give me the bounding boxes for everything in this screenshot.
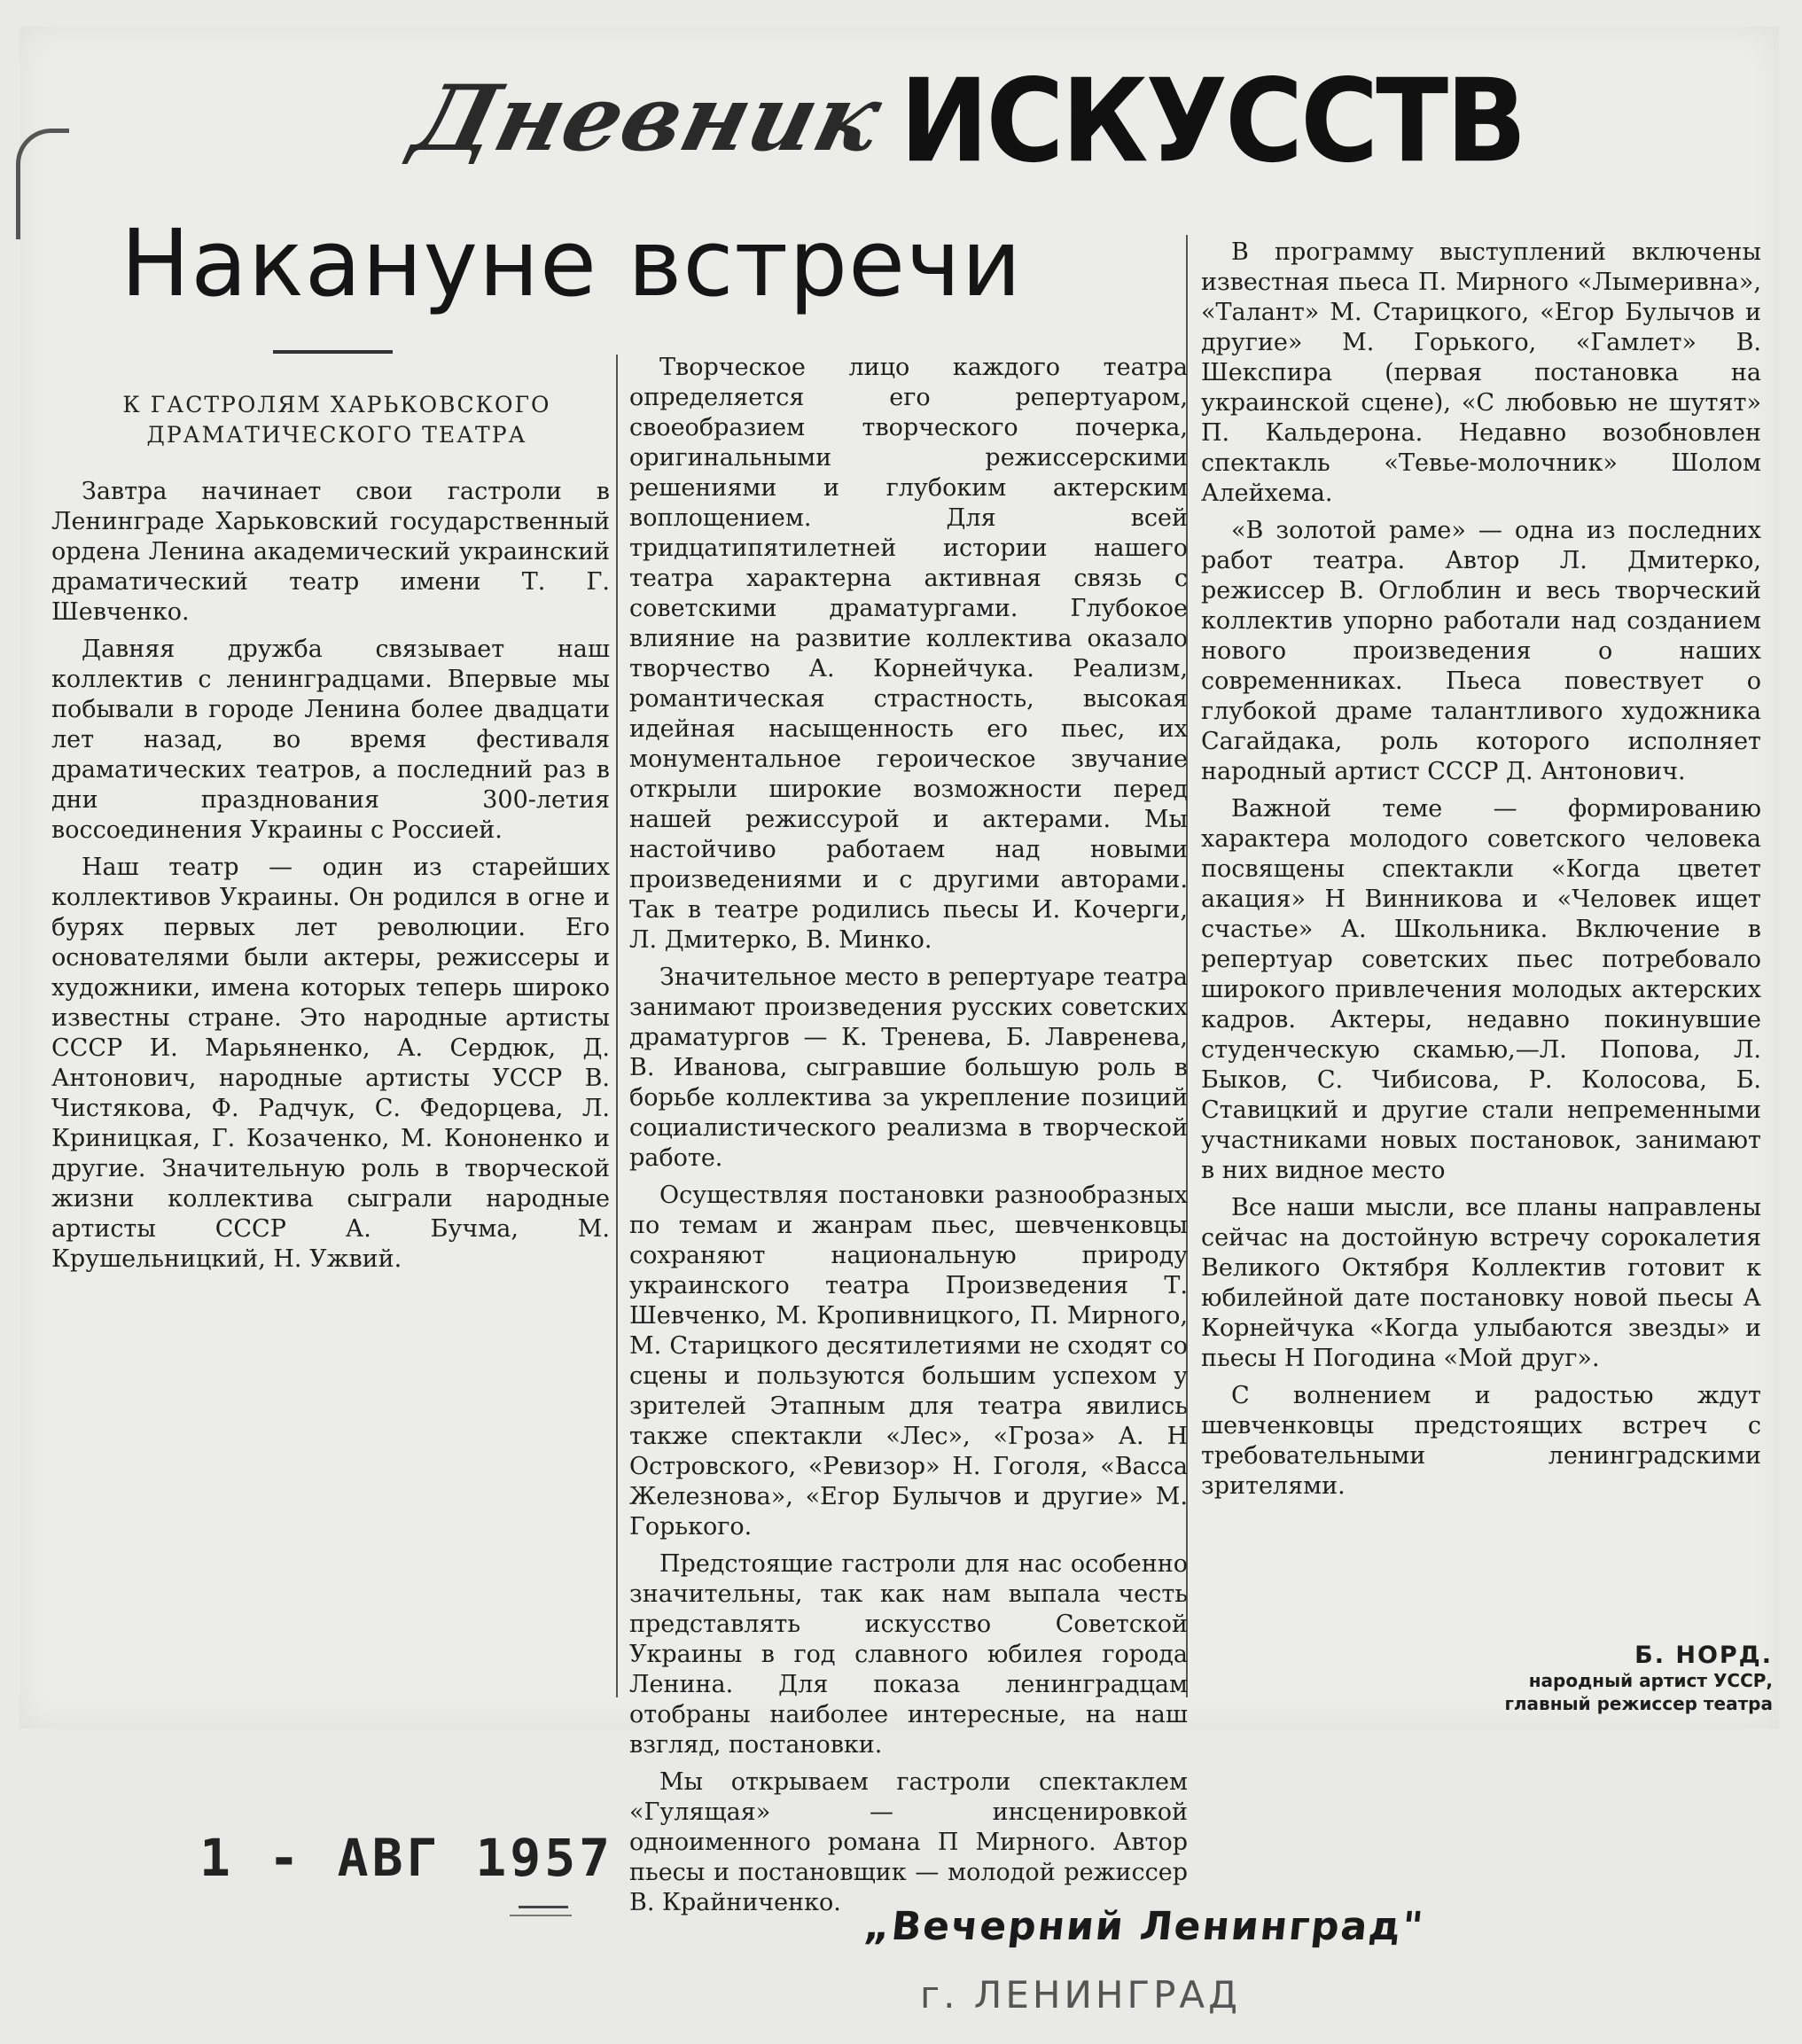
rubric-script-word: Дневник xyxy=(403,66,893,172)
paragraph: Завтра начинает свои гастроли в Ленинграде Харьковский государственный ордена Ленина академический украинский драматический театр имени Т. Г. Шевченко. xyxy=(51,478,610,626)
subhead-line: ДРАМАТИЧЕСКОГО ТЕАТРА xyxy=(146,422,527,448)
author-signature xyxy=(1383,1642,1773,1715)
city-stamp: г. ЛЕНИНГРАД xyxy=(920,1973,1241,2017)
article-column-2 xyxy=(629,353,1188,1918)
column-divider xyxy=(616,355,618,1697)
stamp-underline xyxy=(510,1915,572,1916)
rubric-caps-word: ИСКУССТВ xyxy=(900,55,1525,189)
date-stamp: 1 - АВГ 1957 xyxy=(199,1828,614,1888)
paragraph: «В золотой раме» — одна из последних работ театра. Автор Л. Дмитерко, режиссер В. Оглоблин и весь творческий коллектив упорно работали над созданием нового произведения о наших современниках. Пьеса повествует о глубокой драме талантливого художника Сагайдака, роль которого исполняет народный артист СССР Д. Антонович. xyxy=(1201,517,1761,785)
paragraph: С волнением и радостью ждут шевченковцы предстоящих встреч с требовательными ленинградскими зрителями. xyxy=(1201,1382,1761,1500)
paragraph: Осуществляя постановки разнообразных по темам и жанрам пьес, шевченковцы сохраняют национальную природу украинского театра Произведения Т. Шевченко, М. Кропивницкого, П. Мирного, М. Старицкого десятилетиями не сходят со сцены и пользуются большим успехом у зрителей Этапным для театра явились также спектакли «Лес», «Гроза» А. Н Островского, «Ревизор» Н. Гоголя, «Васса Железнова», «Егор Булычов и другие» М. Горького. xyxy=(629,1182,1188,1541)
author-role: народный артист УССР, xyxy=(1528,1670,1773,1691)
paragraph: Мы открываем гастроли спектаклем «Гулящая» — инсценировкой одноименного романа П Мирного. Автор пьесы и постановщик — молодой режиссер В. Крайниченко. xyxy=(629,1768,1188,1916)
paragraph: Давняя дружба связывает наш коллектив с ленинградцами. Впервые мы побывали в городе Ленина более двадцати лет назад, во время фестиваля драматических театров, а последний раз в дни празднования 300-летия воссоединения Украины с Россией. xyxy=(51,636,610,844)
article-subhead xyxy=(89,390,585,450)
paragraph: Предстоящие гастроли для нас особенно значительны, так как нам выпала честь представлять искусство Советской Украины в год славного юбилея города Ленина. Для показа ленинградцам отобраны наиболее интересные, на наш взгляд, постановки. xyxy=(629,1550,1188,1759)
margin-mark xyxy=(16,129,69,239)
article-column-3 xyxy=(1201,238,1761,1502)
subhead-line: К ГАСТРОЛЯМ ХАРЬКОВСКОГО xyxy=(122,392,551,417)
article-headline: Накануне встречи xyxy=(121,209,1023,317)
article-column-1 xyxy=(51,477,610,1275)
stamp-underline xyxy=(519,1906,568,1908)
headline-rule xyxy=(273,350,393,354)
paragraph: Наш театр — один из старейших коллективов Украины. Он родился в огне и бурях первых лет революции. Его основателями были актеры, режиссеры и художники, имена которых теперь широко известны стране. Это народные артисты СССР И. Марьяненко, А. Сердюк, Д. Антонович, народные артисты УССР В. Чистякова, Ф. Радчук, С. Федорцева, Л. Криницкая, Г. Козаченко, М. Кононенко и другие. Значительную роль в творческой жизни коллектива сыграли народные артисты СССР А. Бучма, М. Крушельницкий, Н. Ужвий. xyxy=(51,854,610,1273)
paragraph: Творческое лицо каждого театра определяется его репертуаром, своеобразием творческого почерка, оригинальными режиссерскими решениями и глубоким актерским воплощением. Для всей тридцатипятилетней истории нашего театра характерна активная связь с советскими драматургами. Глубокое влияние на развитие коллектива оказало творчество А. Корнейчука. Реализм, романтическая страстность, высокая идейная насыщенность его пьес, их монументальное героическое звучание открыли широкие возможности перед нашей режиссурой и актерами. Мы настойчиво работаем над новыми произведениями и с другими авторами. Так в театре родились пьесы И. Кочерги, Л. Дмитерко, В. Минко. xyxy=(629,354,1188,954)
paragraph: Все наши мысли, все планы направлены сейчас на достойную встречу сорокалетия Великого Октября Коллектив готовит к юбилейной дате постановку новой пьесы А Корнейчука «Когда улыбаются звезды» и пьесы Н Погодина «Мой друг». xyxy=(1201,1194,1761,1372)
author-name: Б. НОРД. xyxy=(1634,1642,1773,1669)
author-role: главный режиссер театра xyxy=(1504,1693,1773,1714)
paragraph: В программу выступлений включены известная пьеса П. Мирного «Лымеривна», «Талант» М. Старицкого, «Егор Булычов и другие» М. Горького, «Гамлет» В. Шекспира (первая постановка на украинской сцене), «С любовью не шутят» П. Кальдерона. Недавно возобновлен спектакль «Тевье-молочник» Шолом Алейхема. xyxy=(1201,238,1761,507)
rubric-header xyxy=(403,55,1525,189)
newspaper-name-stamp: „Вечерний Ленинград" xyxy=(862,1904,1427,1949)
paragraph: Значительное место в репертуаре театра занимают произведения русских советских драматургов — К. Тренева, Б. Лавренева, В. Иванова, сыгравшие большую роль в борьбе коллектива за укрепление позиций социалистического реализма в творческой работе. xyxy=(629,963,1188,1172)
paragraph: Важной теме — формированию характера молодого советского человека посвящены спектакли «Когда цветет акация» Н Винникова и «Человек ищет счастье» А. Школьника. Включение в репертуар советских пьес потребовало широкого привлечения молодых актерских кадров. Актеры, недавно покинувшие студенческую скамью,—Л. Попова, Л. Быков, С. Чибисова, Р. Колосова, Б. Ставицкий и другие стали непременными участниками новых постановок, занимают в них видное место xyxy=(1201,795,1761,1184)
